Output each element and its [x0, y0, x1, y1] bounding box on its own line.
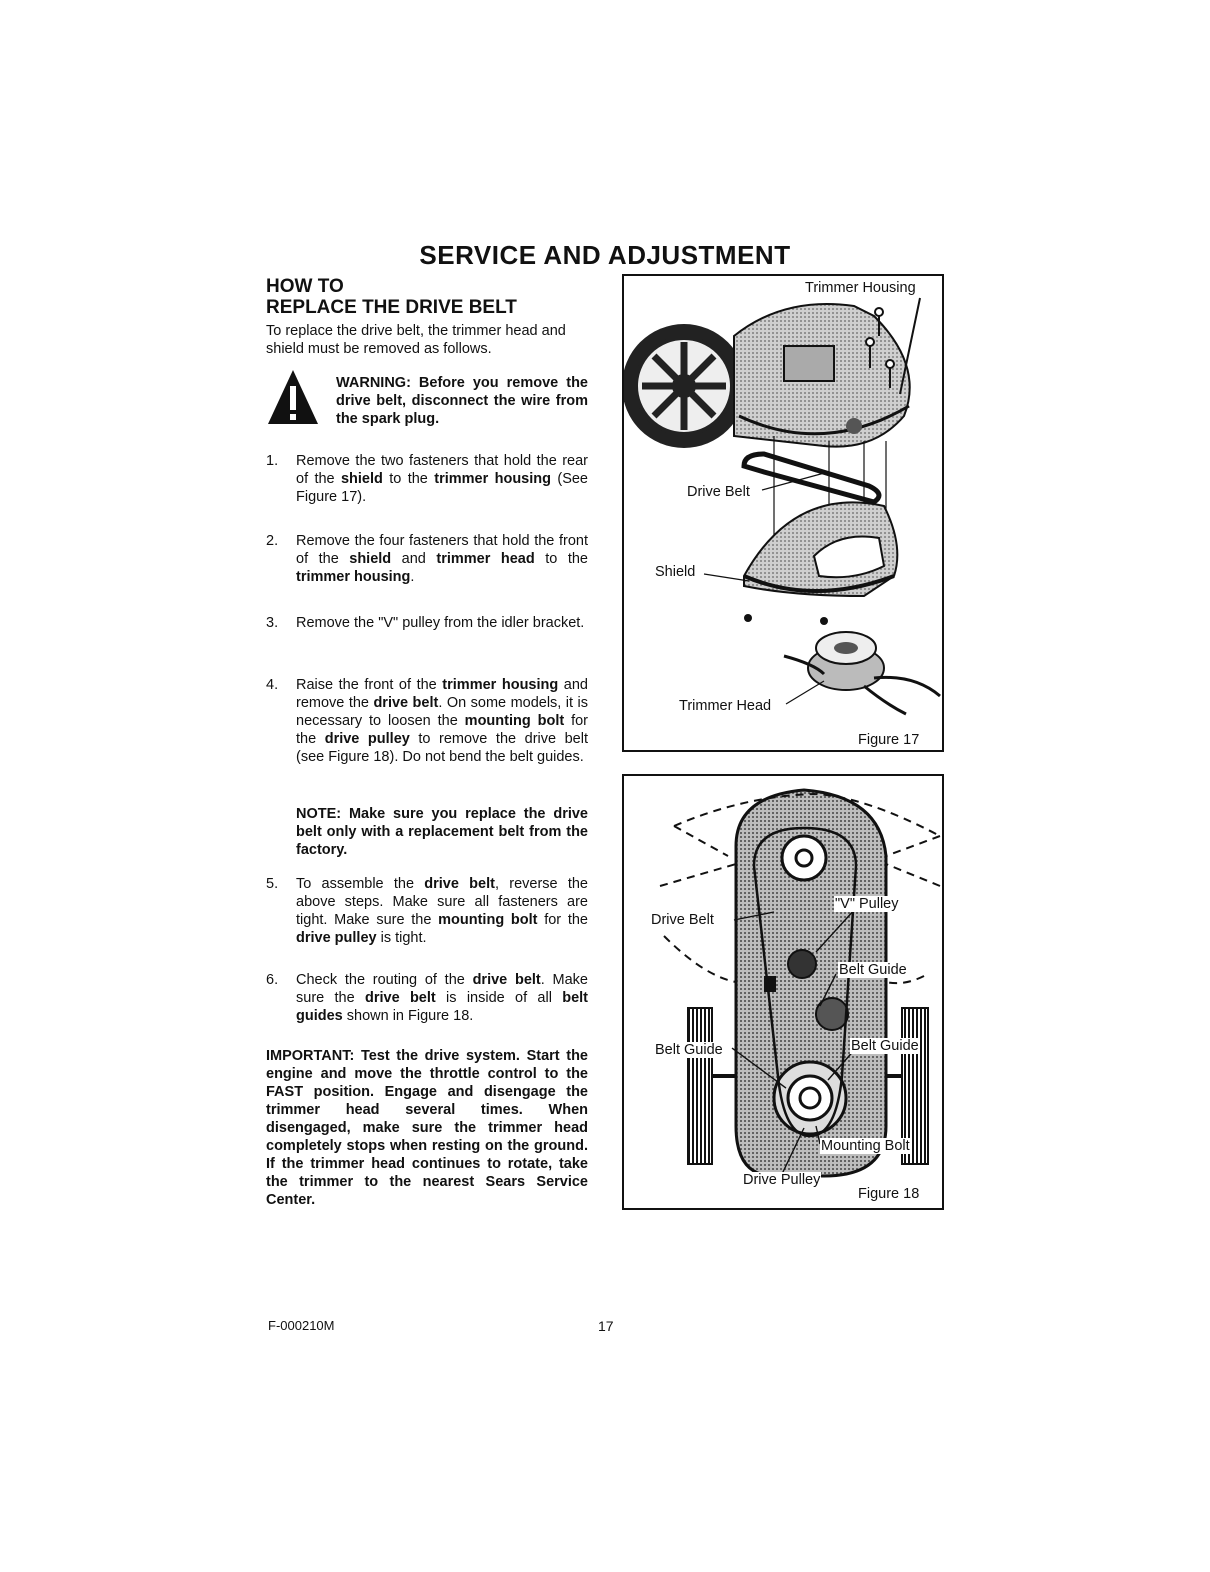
- step-text-part: . On some models, it is necessary to loosen the: [296, 695, 588, 729]
- label-shield: Shield: [655, 564, 696, 580]
- step-text-part: Remove the "V" pulley from the idler bracket.: [296, 615, 585, 631]
- step-keyword: drive belt: [373, 695, 439, 711]
- step-text-part: to remove the drive belt (see Figure 18). Do not bend the belt guides.: [296, 731, 588, 765]
- step-text-part: and remove the: [296, 677, 588, 711]
- intro-paragraph: To replace the drive belt, the trimmer head and shield must be removed as follows.: [266, 323, 566, 357]
- figure-18: [622, 774, 944, 1210]
- step-text-part: is inside of all: [435, 990, 563, 1006]
- label-belt-guide-right: Belt Guide: [851, 1038, 919, 1054]
- step-number: 3.: [266, 615, 279, 631]
- important-text: IMPORTANT: Test the drive system. Start the engine and move the throttle control to the FAST position. Engage and disengage the trimmer head several times. When disengaged, make sure the trimmer head completely stops when resting on the ground. If the trimmer head continues to rotate, take the trimmer to the nearest Sears Service Center.: [266, 1048, 588, 1208]
- step-text-part: , reverse the above steps. Make sure all fasteners are tight. Make sure the: [296, 876, 588, 928]
- label-v-pulley: "V" Pulley: [835, 896, 899, 912]
- step-text-part: for the: [296, 713, 589, 747]
- step-number: 1.: [266, 453, 279, 469]
- figure-17-illustration: [624, 276, 942, 750]
- figure-17: [622, 274, 944, 752]
- step-text-part: (See Figure 17).: [296, 471, 588, 505]
- step-text: [296, 614, 588, 632]
- section-title-line2: REPLACE THE DRIVE BELT: [266, 297, 517, 318]
- label-belt-guide-left: Belt Guide: [655, 1042, 723, 1058]
- step-keyword: drive belt: [472, 972, 541, 988]
- step-text: [296, 676, 588, 766]
- step-text-part: to the: [382, 471, 435, 487]
- step-keyword: drive pulley: [296, 930, 377, 946]
- step-text-part: to the: [534, 551, 588, 567]
- label-trimmer-housing: Trimmer Housing: [805, 280, 916, 296]
- step-number: 2.: [266, 533, 279, 549]
- step-keyword: trimmer housing: [296, 569, 411, 585]
- label-belt-guide-top: Belt Guide: [839, 962, 907, 978]
- step-keyword: shield: [340, 471, 383, 487]
- step-text-part: To assemble the: [296, 876, 425, 892]
- step-keyword: drive pulley: [324, 731, 410, 747]
- warning-text: WARNING: Before you remove the drive belt, disconnect the wire from the spark plug.: [336, 375, 588, 427]
- step-keyword: shield: [349, 551, 392, 567]
- label-drive-pulley: Drive Pulley: [743, 1172, 821, 1188]
- step-keyword: trimmer housing: [434, 471, 551, 487]
- label-drive-belt-fig18: Drive Belt: [651, 912, 714, 928]
- step-keyword: trimmer housing: [442, 677, 559, 693]
- warning-triangle-icon: [266, 368, 320, 418]
- step-text-part: . Make sure the: [296, 972, 588, 1006]
- step-keyword: drive belt: [364, 990, 436, 1006]
- page-title: SERVICE AND ADJUSTMENT: [419, 240, 791, 270]
- footer-code: F-000210M: [268, 1318, 335, 1333]
- page-number: 17: [598, 1318, 614, 1334]
- step-text-part: and: [391, 551, 437, 567]
- step-keyword: drive belt: [424, 876, 495, 892]
- step-text-part: Remove the two fasteners that hold the rear of the: [296, 453, 588, 487]
- step-text: [296, 971, 588, 1025]
- step-number: 4.: [266, 677, 279, 693]
- figure-18-caption: Figure 18: [858, 1186, 920, 1202]
- step-text-part: is tight.: [376, 930, 427, 946]
- step-text-part: Raise the front of the: [296, 677, 443, 693]
- step-number: 5.: [266, 876, 279, 892]
- label-mounting-bolt: Mounting Bolt: [821, 1138, 910, 1154]
- step-number: 6.: [266, 972, 279, 988]
- label-drive-belt-fig17: Drive Belt: [687, 484, 750, 500]
- step-text: [296, 452, 588, 506]
- step-keyword: belt guides: [296, 990, 589, 1024]
- figure-17-caption: Figure 17: [858, 732, 920, 748]
- step-keyword: trimmer head: [436, 551, 535, 567]
- step-text-part: Remove the four fasteners that hold the front of the: [296, 533, 588, 567]
- step-text-part: Check the routing of the: [296, 972, 473, 988]
- step-text-part: for the: [537, 912, 588, 928]
- step-text: [296, 875, 588, 947]
- step-text-part: shown in Figure 18.: [342, 1008, 474, 1024]
- label-trimmer-head: Trimmer Head: [679, 698, 772, 714]
- note-text: NOTE: Make sure you replace the drive belt only with a replacement belt from the factory.: [296, 806, 588, 858]
- step-keyword: mounting bolt: [438, 912, 538, 928]
- step-text: [296, 532, 588, 586]
- step-text-part: .: [410, 569, 415, 585]
- step-keyword: mounting bolt: [464, 713, 565, 729]
- section-title-line1: HOW TO: [266, 276, 344, 297]
